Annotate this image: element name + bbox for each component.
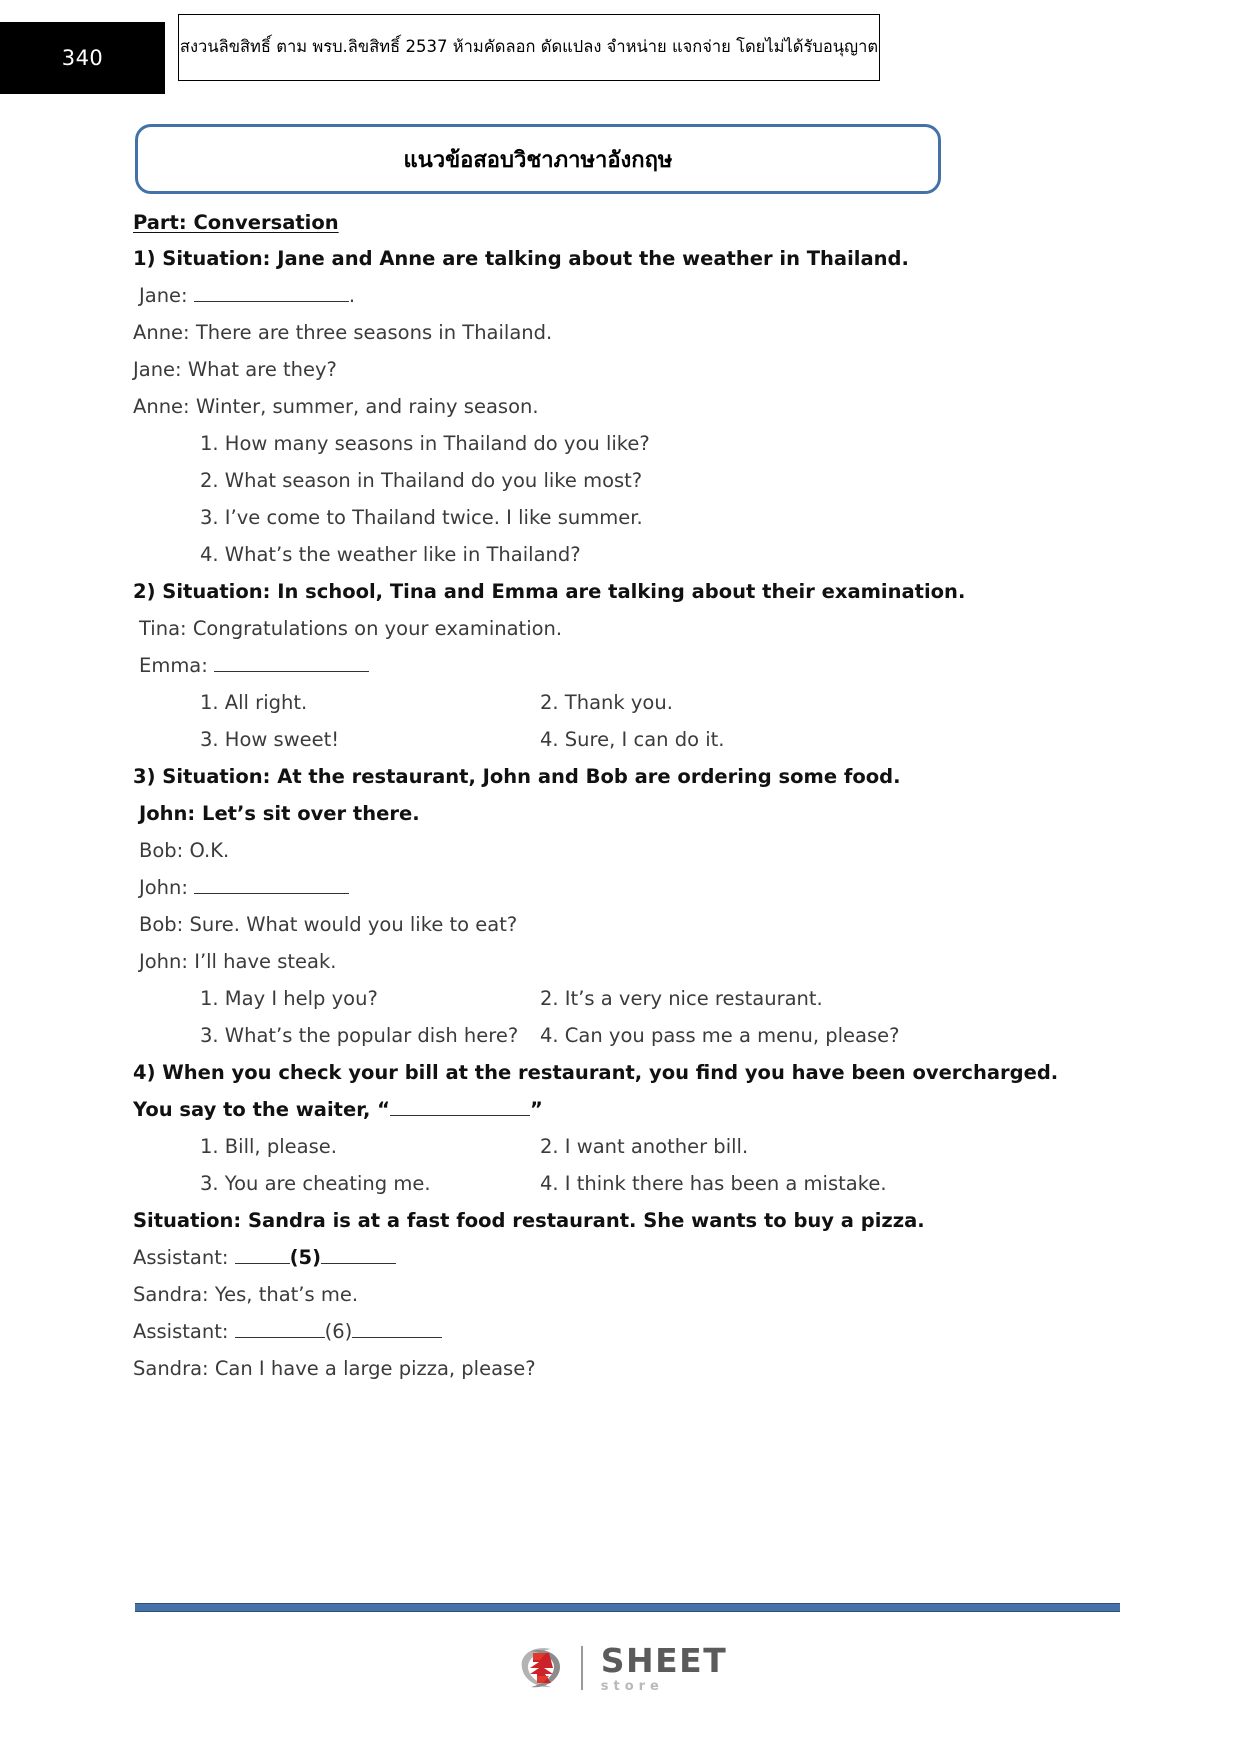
copyright-notice-text: สงวนลิขสิทธิ์ ตาม พรบ.ลิขสิทธิ์ 2537 ห้ามคัดลอก ดัดแปลง จำหน่าย แจกจ่าย โดยไม่ได้รับอนุญาต <box>179 37 879 57</box>
speaker-label: John: <box>139 876 188 899</box>
option-item[interactable]: 4. Sure, I can do it. <box>540 728 725 751</box>
dialogue-line <box>139 656 369 676</box>
answer-blank[interactable] <box>194 893 349 894</box>
question-4-prompt-line-1: 4) When you check your bill at the restaurant, you find you have been overcharged. <box>133 1061 1059 1084</box>
speaker-label: Assistant: <box>133 1246 229 1269</box>
speaker-label: John: <box>139 950 188 973</box>
answer-blank[interactable] <box>214 671 369 672</box>
page-number-badge <box>0 22 165 94</box>
option-item[interactable]: 3. What’s the popular dish here? <box>200 1024 519 1047</box>
dialogue-line <box>133 360 337 380</box>
option-item[interactable]: 2. It’s a very nice restaurant. <box>540 987 823 1010</box>
answer-blank[interactable] <box>194 301 349 302</box>
logo-wordmark <box>600 1640 728 1694</box>
dialogue-text: Congratulations on your examination. <box>192 617 563 640</box>
dialogue-line <box>139 915 517 935</box>
option-item[interactable]: 3. I’ve come to Thailand twice. I like summer. <box>200 506 643 529</box>
speaker-label: Bob: <box>139 839 184 862</box>
option-item[interactable]: 3. You are cheating me. <box>200 1172 431 1195</box>
logo-main-text: SHEET <box>600 1640 728 1680</box>
footer-divider-rule <box>135 1603 1120 1612</box>
option-row <box>200 693 960 713</box>
dialogue-line <box>139 286 355 306</box>
dialogue-line <box>133 323 552 343</box>
option-item[interactable]: 2. What season in Thailand do you like most? <box>200 469 643 492</box>
option-item[interactable]: 1. All right. <box>200 691 308 714</box>
dialogue-line <box>133 1285 358 1305</box>
speaker-label: Jane: <box>139 284 188 307</box>
speaker-label: Anne: <box>133 321 190 344</box>
speaker-label: Emma: <box>139 654 208 677</box>
dialogue-text: Can I have a large pizza, please? <box>214 1357 536 1380</box>
dialogue-line <box>139 952 336 972</box>
dialogue-text: Sure. What would you like to eat? <box>189 913 518 936</box>
speaker-label: Anne: <box>133 395 190 418</box>
page-header <box>0 0 1240 100</box>
dialogue-text: Yes, that’s me. <box>214 1283 359 1306</box>
option-item[interactable]: 1. May I help you? <box>200 987 378 1010</box>
dialogue-text: There are three seasons in Thailand. <box>195 321 553 344</box>
dialogue-text: Let’s sit over there. <box>202 802 420 825</box>
page-title: แนวข้อสอบวิชาภาษาอังกฤษ <box>403 147 673 173</box>
question-4-prompt-suffix: ” <box>529 1098 543 1121</box>
blank-number-label: (6) <box>324 1320 353 1343</box>
speaker-label: Bob: <box>139 913 184 936</box>
dialogue-line <box>139 619 562 639</box>
dialogue-text: Winter, summer, and rainy season. <box>195 395 539 418</box>
question-3-prompt: 3) Situation: At the restaurant, John and Bob are ordering some food. <box>133 765 901 788</box>
option-row <box>200 730 960 750</box>
option-row <box>200 1137 990 1157</box>
speaker-label: Jane: <box>133 358 182 381</box>
dialogue-line <box>133 1248 396 1268</box>
dialogue-line <box>139 878 349 898</box>
sheet-store-logo-icon <box>513 1640 569 1696</box>
option-row <box>200 1026 990 1046</box>
option-item[interactable]: 4. Can you pass me a menu, please? <box>540 1024 900 1047</box>
speaker-label: John: <box>139 802 196 825</box>
dialogue-text: O.K. <box>189 839 230 862</box>
question-1-prompt: 1) Situation: Jane and Anne are talking about the weather in Thailand. <box>133 247 909 270</box>
logo-sub-text: store <box>600 1678 664 1694</box>
option-item[interactable]: 4. I think there has been a mistake. <box>540 1172 887 1195</box>
dialogue-line <box>133 1322 442 1342</box>
option-item[interactable]: 2. Thank you. <box>540 691 673 714</box>
answer-blank[interactable] <box>235 1337 325 1338</box>
copyright-notice-box <box>178 14 880 81</box>
answer-blank[interactable] <box>352 1337 442 1338</box>
dialogue-line <box>139 841 229 861</box>
option-item[interactable]: 3. How sweet! <box>200 728 340 751</box>
option-item[interactable]: 1. How many seasons in Thailand do you like? <box>200 432 650 455</box>
blank-number-label: (5) <box>289 1246 322 1269</box>
option-item[interactable]: 2. I want another bill. <box>540 1135 749 1158</box>
answer-blank[interactable] <box>390 1115 530 1116</box>
speaker-label: Tina: <box>139 617 187 640</box>
dialogue-line <box>133 1359 536 1379</box>
answer-blank[interactable] <box>235 1263 290 1264</box>
logo-divider <box>581 1646 583 1690</box>
question-4-prompt-prefix: You say to the waiter, “ <box>133 1098 390 1121</box>
dialogue-text: What are they? <box>187 358 337 381</box>
option-item[interactable]: 4. What’s the weather like in Thailand? <box>200 543 581 566</box>
dialogue-text: . <box>348 284 356 307</box>
footer-logo <box>0 1640 1240 1696</box>
speaker-label: Sandra: <box>133 1283 209 1306</box>
option-row <box>200 1174 990 1194</box>
final-situation-prompt: Situation: Sandra is at a fast food restaurant. She wants to buy a pizza. <box>133 1209 925 1232</box>
page-number-text: 340 <box>61 46 104 70</box>
dialogue-text: I’ll have steak. <box>194 950 337 973</box>
option-row <box>200 989 990 1009</box>
dialogue-line <box>133 397 539 417</box>
question-4-prompt-line-2 <box>133 1100 543 1120</box>
dialogue-line <box>139 804 420 824</box>
answer-blank[interactable] <box>321 1263 396 1264</box>
document-title-box <box>135 124 941 194</box>
speaker-label: Assistant: <box>133 1320 229 1343</box>
speaker-label: Sandra: <box>133 1357 209 1380</box>
question-2-prompt: 2) Situation: In school, Tina and Emma are talking about their examination. <box>133 580 966 603</box>
option-item[interactable]: 1. Bill, please. <box>200 1135 337 1158</box>
section-heading: Part: Conversation <box>133 211 339 234</box>
